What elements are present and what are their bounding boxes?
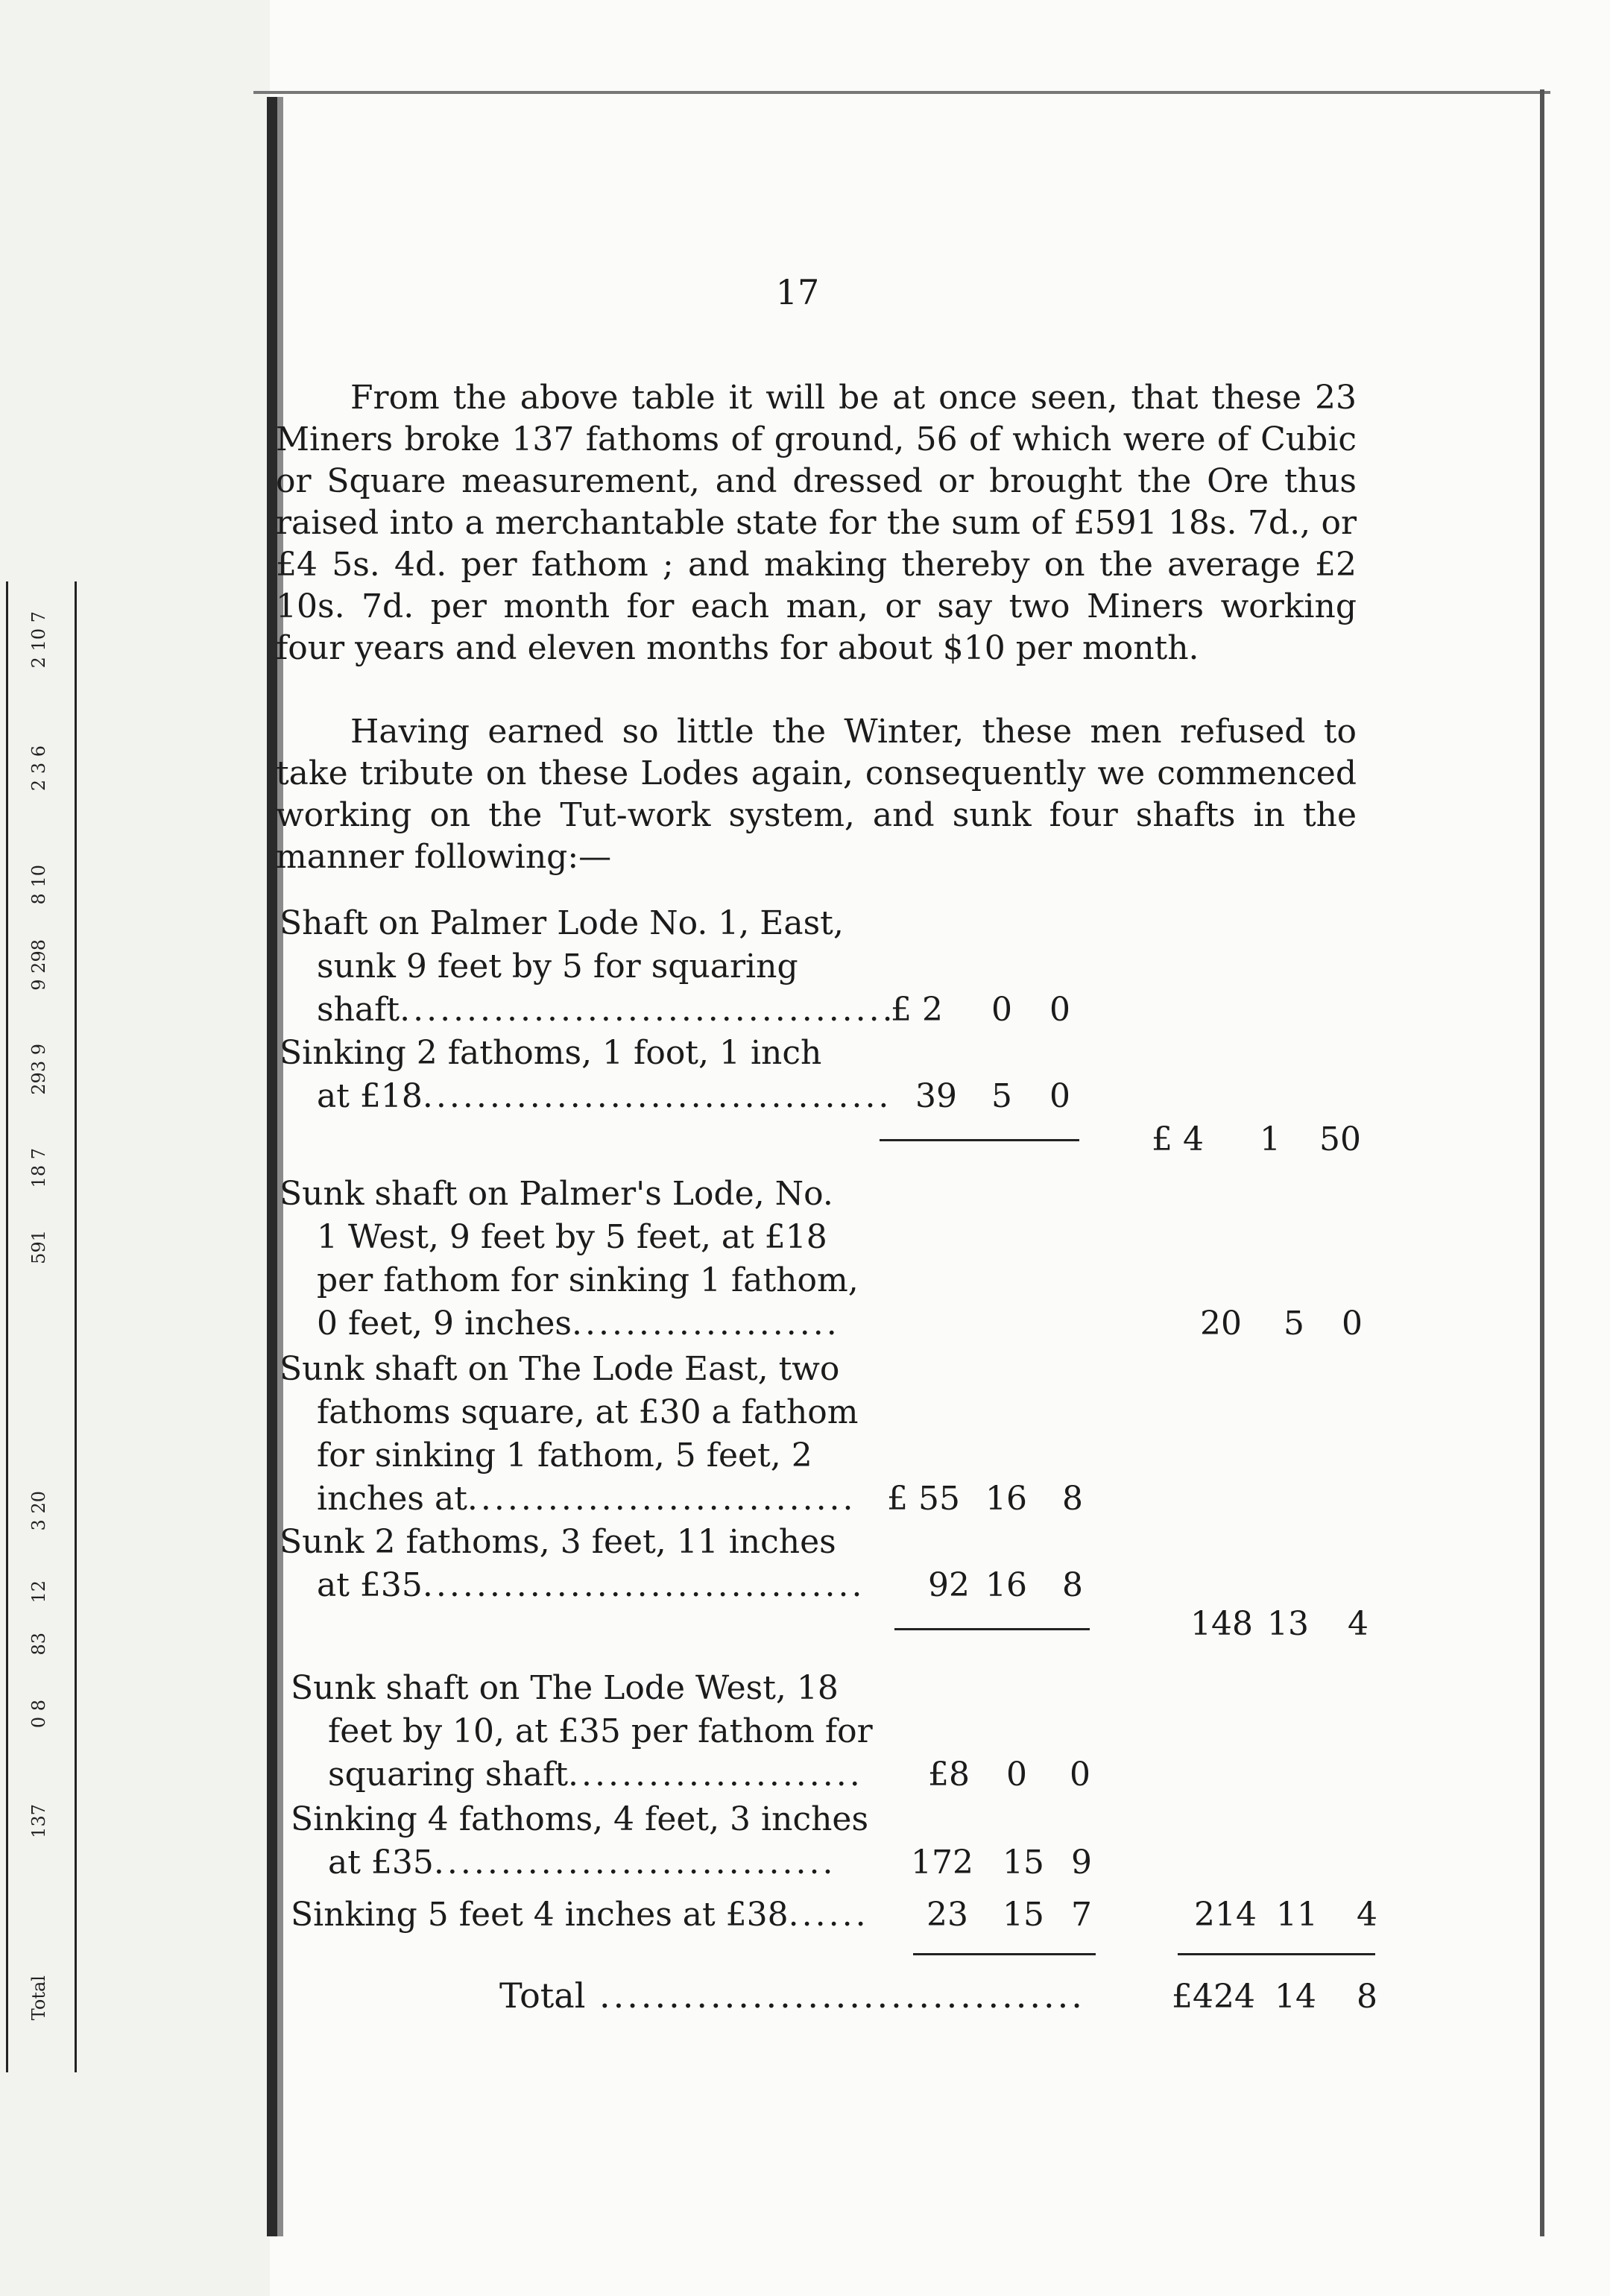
item-line: inches at <box>317 1480 467 1518</box>
amount-shillings: 15 <box>1003 1844 1044 1882</box>
paragraph-1 <box>276 377 1357 669</box>
ledger-cell: 2 3 6 <box>28 745 49 792</box>
account-item-sinking-4-fathoms: Sinking 4 fathoms, 4 feet, 3 inches at £35.............................. <box>291 1798 894 1885</box>
item-line: Sinking 2 fathoms, 1 foot, 1 inch <box>280 1034 822 1072</box>
ledger-cell: 137 <box>28 1804 49 1838</box>
amount-pence: 0 <box>1070 1756 1090 1794</box>
subtotal-pence: 0 <box>1342 1305 1363 1343</box>
item-line: at £35 <box>317 1566 423 1604</box>
item-line: shaft <box>317 991 400 1029</box>
item-line: feet by 10, at £35 per fathom for <box>328 1712 873 1750</box>
sum-rule <box>880 1139 1079 1141</box>
total-label: Total <box>499 1975 586 2016</box>
account-item-lode-east: Sunk shaft on The Lode East, two fathoms square, at £30 a fathom for sinking 1 fathom, 5 feet, 2 inches at............................. <box>280 1348 883 1521</box>
ledger-cell: 8 10 <box>28 865 49 905</box>
account-item-sinking-5-feet: Sinking 5 feet 4 inches at £38...... <box>291 1896 869 1934</box>
total-shillings: 14 <box>1275 1978 1316 2016</box>
ledger-cell: 2 10 7 <box>28 611 49 669</box>
paragraph-text: From the above table it will be at once seen, that these 23 Miners broke 137 fathoms of ground, 56 of which were of Cubic or Square measurement, and dressed or brought the Ore thus raised into a merchantable state for the sum of £591 18s. 7d., or £4 5s. 4d. per fathom ; and making thereby on the average £2 10s. 7d. per month for each man, or say two Miners working four years and eleven months for about $10 per month. <box>276 379 1357 667</box>
item-line: Shaft on Palmer Lode No. 1, East, <box>280 904 844 942</box>
ledger-cell: 18 7 <box>28 1148 49 1188</box>
amount-shillings: 0 <box>991 991 1012 1029</box>
ledger-cell: 293 9 <box>28 1044 49 1095</box>
amount-pounds: 172 <box>911 1844 973 1882</box>
ledger-cell: 12 <box>28 1580 49 1603</box>
account-item-sinking-2-fathoms: Sinking 2 fathoms, 1 foot, 1 inch at £18................................... <box>280 1032 883 1118</box>
subtotal-pounds: £ 4 <box>1152 1120 1204 1158</box>
amount-pounds: 92 <box>928 1566 970 1604</box>
subtotal-pounds: 214 <box>1194 1896 1257 1934</box>
ledger-cell: 83 <box>28 1633 49 1656</box>
item-line: Sunk shaft on The Lode West, 18 <box>291 1669 839 1707</box>
page-right-edge <box>1540 89 1544 2236</box>
amount-shillings: 5 <box>991 1077 1012 1115</box>
item-line: per fathom for sinking 1 fathom, <box>317 1261 859 1299</box>
subtotal-shillings: 1 <box>1260 1120 1281 1158</box>
amount-pounds: £8 <box>928 1756 970 1794</box>
sum-rule <box>1178 1953 1375 1955</box>
sum-rule <box>894 1628 1090 1630</box>
ledger-rule <box>75 581 77 2072</box>
item-line: fathoms square, at £30 a fathom <box>317 1393 859 1431</box>
amount-shillings: 15 <box>1003 1896 1044 1934</box>
amount-pounds: 39 <box>915 1077 957 1115</box>
ledger-rule <box>6 581 8 2072</box>
account-item-palmer-east: Shaft on Palmer Lode No. 1, East, sunk 9 feet by 5 for squaring shaft..................................... <box>280 902 883 1032</box>
sum-rule <box>913 1953 1096 1955</box>
amount-shillings: 0 <box>1006 1756 1027 1794</box>
item-line: for sinking 1 fathom, 5 feet, 2 <box>317 1436 812 1475</box>
total-pounds: £424 <box>1172 1978 1255 2016</box>
item-line: at £18 <box>317 1077 423 1115</box>
subtotal-shillings: 11 <box>1276 1896 1318 1934</box>
ledger-cell: 3 20 <box>28 1491 49 1531</box>
item-line: at £35 <box>328 1844 434 1882</box>
amount-shillings: 16 <box>985 1566 1027 1604</box>
subtotal-pence: 4 <box>1348 1605 1368 1643</box>
item-line: 0 feet, 9 inches <box>317 1305 572 1343</box>
account-item-lode-west: Sunk shaft on The Lode West, 18 feet by 10, at £35 per fathom for squaring shaft...................... <box>291 1667 894 1797</box>
account-item-sunk-2-fathoms: Sunk 2 fathoms, 3 feet, 11 inches at £35................................. <box>280 1521 883 1607</box>
item-line: squaring shaft <box>328 1756 569 1794</box>
subtotal-pounds: 148 <box>1190 1605 1253 1643</box>
total-row: Total ................................... <box>499 1975 1085 2016</box>
amount-pence: 0 <box>1049 991 1070 1029</box>
paragraph-2 <box>276 711 1357 878</box>
page-top-edge <box>253 91 1550 94</box>
paragraph-text: Having earned so little the Winter, these men refused to take tribute on these Lodes again, consequently we commenced working on the Tut-work system, and sunk four shafts in the manner following:— <box>276 713 1357 876</box>
ledger-cell: 591 <box>28 1230 49 1264</box>
item-line: sunk 9 feet by 5 for squaring <box>317 947 798 985</box>
item-line: Sinking 5 feet 4 inches at £38 <box>291 1896 789 1934</box>
page-number: 17 <box>775 272 820 312</box>
amount-pounds: £ 55 <box>887 1480 960 1518</box>
ledger-cell: 9 298 <box>28 939 49 991</box>
account-item-palmer-west: Sunk shaft on Palmer's Lode, No. 1 West, 9 feet by 5 feet, at £18 per fathom for sinking 1 fathom, 0 feet, 9 inches.................... <box>280 1173 883 1346</box>
amount-pounds: 23 <box>926 1896 968 1934</box>
subtotal-pence: 50 <box>1319 1120 1361 1158</box>
amount-pence: 0 <box>1049 1077 1070 1115</box>
item-line: 1 West, 9 feet by 5 feet, at £18 <box>317 1218 827 1256</box>
subtotal-pence: 4 <box>1357 1896 1377 1934</box>
ledger-strip <box>28 581 51 2072</box>
subtotal-shillings: 13 <box>1267 1605 1309 1643</box>
amount-pence: 8 <box>1062 1566 1083 1604</box>
item-line: Sunk shaft on The Lode East, two <box>280 1350 840 1388</box>
item-line: Sunk shaft on Palmer's Lode, No. <box>280 1175 833 1213</box>
amount-pence: 8 <box>1062 1480 1083 1518</box>
item-line: Sinking 4 fathoms, 4 feet, 3 inches <box>291 1800 869 1838</box>
amount-pence: 7 <box>1071 1896 1092 1934</box>
amount-shillings: 16 <box>985 1480 1027 1518</box>
ledger-cell: Total <box>28 1975 49 2021</box>
amount-pounds: £ 2 <box>891 991 943 1029</box>
subtotal-shillings: 5 <box>1284 1305 1304 1343</box>
ledger-cell: 0 8 <box>28 1700 49 1729</box>
subtotal-pounds: 20 <box>1200 1305 1242 1343</box>
total-pence: 8 <box>1357 1978 1377 2016</box>
amount-pence: 9 <box>1071 1844 1092 1882</box>
item-line: Sunk 2 fathoms, 3 feet, 11 inches <box>280 1523 836 1561</box>
